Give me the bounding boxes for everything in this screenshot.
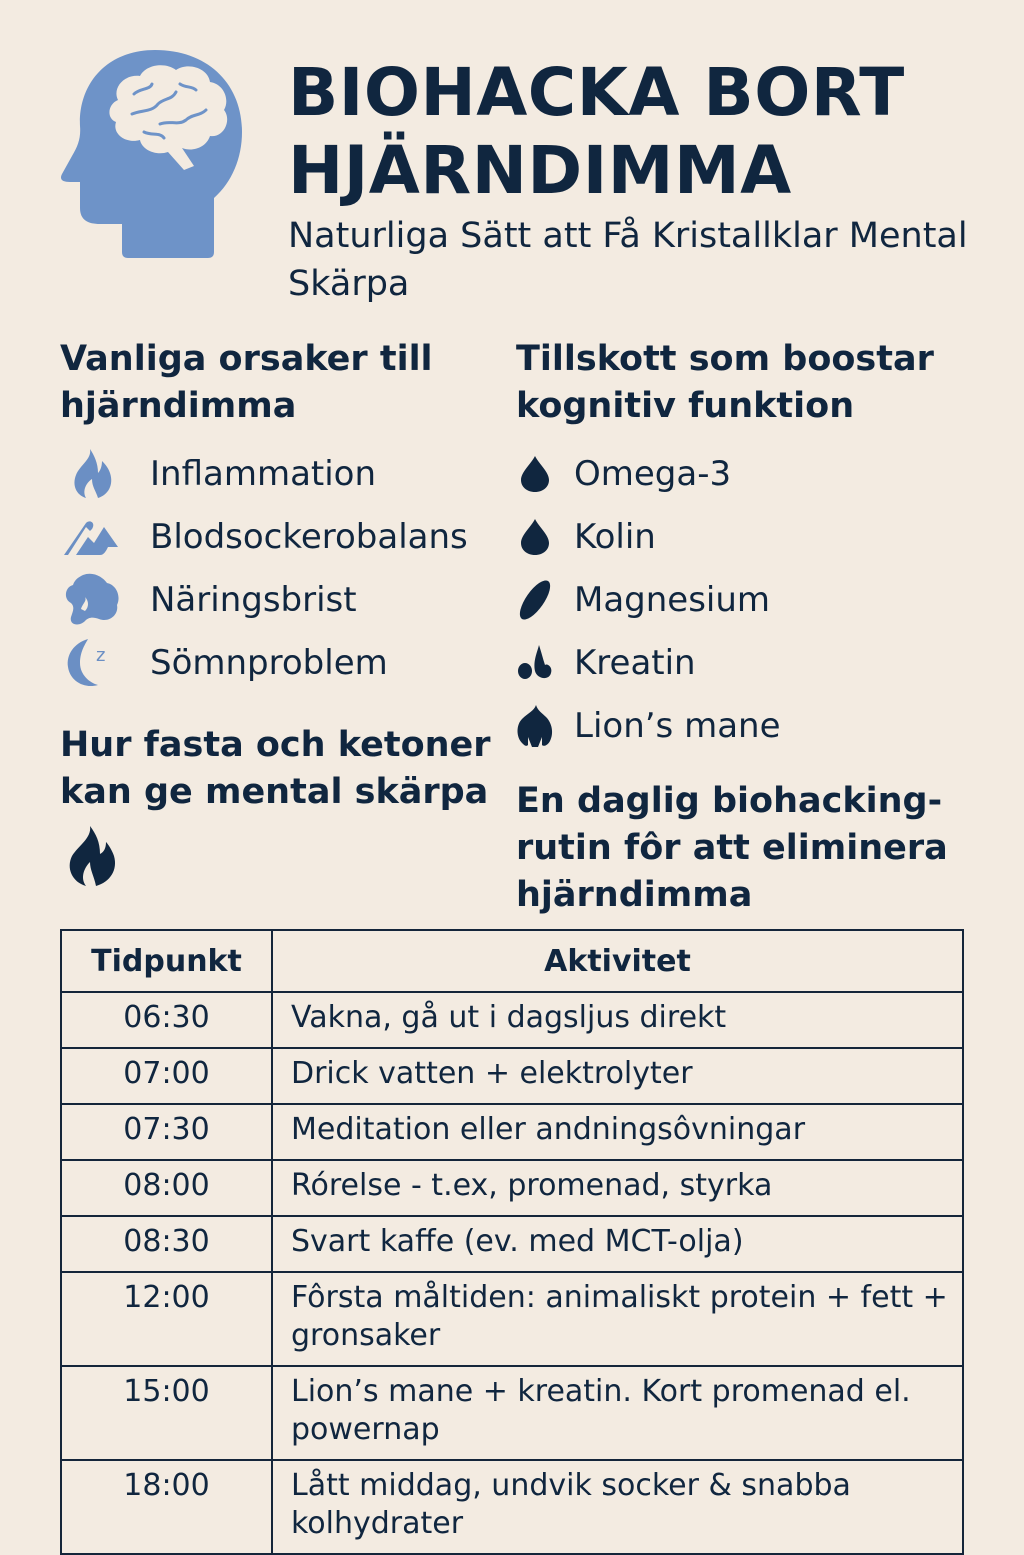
routine-title: En daglig biohacking-rutin fôr att eliminera hjärndimma	[516, 781, 948, 915]
svg-text:z: z	[96, 644, 106, 666]
supplements-list	[516, 442, 966, 757]
activity-cell: Rórelse - t.ex, promenad, styrka	[272, 1160, 963, 1216]
supplements-title: Tillskott som boostar kognitiv funktion	[516, 339, 934, 426]
list-item	[60, 568, 500, 631]
list-item	[516, 442, 966, 505]
cause-label: Inflammation	[150, 453, 377, 494]
column-header-time: Tidpunkt	[61, 930, 272, 992]
head-brain-icon	[60, 48, 245, 258]
cause-label: Blodsockerobalans	[150, 516, 468, 557]
supplement-label: Lion’s mane	[574, 705, 781, 746]
activity-cell: Meditation eller andningsôvningar	[272, 1104, 963, 1160]
causes-list	[60, 442, 500, 694]
time-cell: 06:30	[61, 992, 272, 1048]
table-row	[61, 1160, 963, 1216]
activity-cell: Lion’s mane + kreatin. Kort promenad el. powernap	[272, 1366, 963, 1460]
list-item	[516, 505, 966, 568]
activity-cell: Vakna, gå ut i dagsljus direkt	[272, 992, 963, 1048]
supplements-section	[516, 336, 966, 757]
cloud-blob-icon	[60, 572, 124, 628]
table-header-row	[61, 930, 963, 992]
list-item	[516, 631, 966, 694]
capsule-icon	[516, 575, 554, 625]
list-item	[516, 694, 966, 757]
page-subtitle: Naturliga Sätt att Få Kristallklar Mental Skärpa	[288, 216, 968, 304]
time-cell: 07:00	[61, 1048, 272, 1104]
activity-cell: Svart kaffe (ev. med MCT-olja)	[272, 1216, 963, 1272]
time-cell: 08:30	[61, 1216, 272, 1272]
table-row	[61, 1216, 963, 1272]
time-cell: 12:00	[61, 1272, 272, 1366]
column-header-activity: Aktivitet	[272, 930, 963, 992]
table-row	[61, 1366, 963, 1460]
cause-label: Näringsbrist	[150, 579, 357, 620]
drop-icon	[516, 449, 554, 499]
title-line-1: BIOHACKA BORT	[288, 54, 905, 131]
cause-label: Sömnproblem	[150, 642, 388, 683]
activity-cell: Lått middag, undvik socker & snabba kolhydrater	[272, 1460, 963, 1554]
fasting-section	[60, 722, 510, 816]
supplement-label: Kolin	[574, 516, 656, 557]
table-row	[61, 1272, 963, 1366]
list-item	[60, 631, 500, 694]
routine-table	[60, 929, 964, 1555]
supplement-label: Magnesium	[574, 579, 771, 620]
causes-section	[60, 336, 500, 694]
supplement-label: Omega-3	[574, 453, 732, 494]
flame-icon	[66, 826, 118, 886]
table-row	[61, 1460, 963, 1554]
drop-icon	[516, 512, 554, 562]
time-cell: 07:30	[61, 1104, 272, 1160]
activity-cell: Drick vatten + elektrolyter	[272, 1048, 963, 1104]
activity-cell: Fôrsta måltiden: animaliskt protein + fett + gronsaker	[272, 1272, 963, 1366]
list-item	[60, 505, 500, 568]
mountain-chart-icon	[60, 509, 124, 565]
time-cell: 18:00	[61, 1460, 272, 1554]
flame-icon	[60, 446, 124, 502]
causes-title: Vanliga orsaker till hjärndimma	[60, 339, 433, 426]
list-item	[60, 442, 500, 505]
page-title	[288, 54, 905, 210]
supplement-label: Kreatin	[574, 642, 696, 683]
table-row	[61, 992, 963, 1048]
routine-section	[516, 778, 966, 919]
time-cell: 08:00	[61, 1160, 272, 1216]
mushroom-icon	[516, 701, 554, 751]
time-cell: 15:00	[61, 1366, 272, 1460]
title-line-2: HJÄRNDIMMA	[288, 132, 792, 209]
table-row	[61, 1048, 963, 1104]
list-item	[516, 568, 966, 631]
fasting-title: Hur fasta och ketoner kan ge mental skärpa	[60, 725, 491, 812]
table-row	[61, 1104, 963, 1160]
moon-sleep-icon	[60, 635, 124, 691]
seeds-icon	[516, 638, 554, 688]
